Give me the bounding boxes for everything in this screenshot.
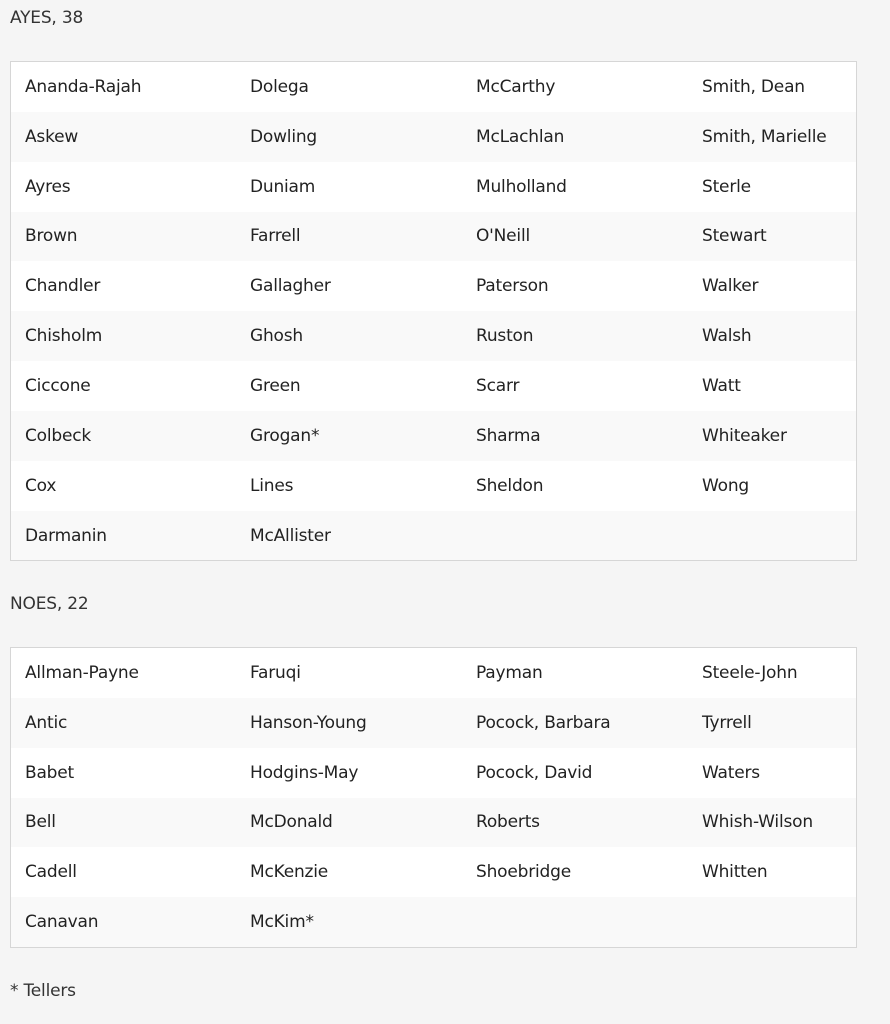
senator-name-cell: Brown [11,212,236,262]
senator-name-cell: Walker [702,276,759,297]
senator-name-cell: Colbeck [11,411,236,461]
senator-name-cell: Ananda-Rajah [25,76,142,97]
table-row [11,162,856,212]
senator-name-cell: Bell [11,798,236,848]
table-row [11,897,856,947]
senator-name-cell: Chisholm [11,311,236,361]
table-row [11,411,856,461]
senator-name-cell: Hanson-Young [236,698,462,748]
ayes-table-body [11,62,856,560]
table-row [11,698,856,748]
senator-name-cell: Grogan* [236,411,462,461]
senator-name-cell: Gallagher [250,276,331,297]
tellers-footnote: * Tellers [10,981,76,1001]
senator-name-cell: Canavan [11,897,236,947]
table-row [11,62,856,112]
senator-name-cell: Ghosh [236,311,462,361]
senator-name-cell: Paterson [476,276,549,297]
senator-name-cell: Babet [25,762,74,783]
senator-name-cell: Pocock, David [476,762,593,783]
table-row [11,212,856,262]
senator-name-cell: Ayres [25,176,71,197]
noes-table [10,647,857,948]
senator-name-cell: Steele-John [702,662,798,683]
noes-table-body [11,648,856,947]
senator-name-cell: Pocock, Barbara [462,698,688,748]
senator-name-cell: Green [250,375,301,396]
senator-name-cell: Shoebridge [476,862,571,883]
senator-name-cell: Darmanin [11,511,236,561]
senator-name-cell: Whitten [702,862,768,883]
senator-name-cell: Ciccone [25,375,91,396]
senator-name-cell: McAllister [236,511,462,561]
senator-name-cell: O'Neill [462,212,688,262]
ayes-heading: AYES, 38 [10,8,84,28]
senator-name-cell: Whiteaker [688,411,856,461]
table-row [11,648,856,698]
senator-name-cell: Dolega [250,76,309,97]
senator-name-cell: Sharma [462,411,688,461]
senator-name-cell: Payman [476,662,543,683]
table-row [11,361,856,411]
table-row [11,798,856,848]
senator-name-cell: McLachlan [462,112,688,162]
senator-name-cell: Cox [25,475,57,496]
senator-name-cell: Scarr [476,375,520,396]
senator-name-cell: Duniam [250,176,316,197]
senator-name-cell: Whish-Wilson [688,798,856,848]
senator-name-cell [688,511,856,561]
senator-name-cell: Sterle [702,176,751,197]
senator-name-cell: Hodgins-May [250,762,359,783]
senator-name-cell: Lines [250,475,294,496]
senator-name-cell: Roberts [462,798,688,848]
senator-name-cell: Watt [702,375,741,396]
senator-name-cell: Ruston [462,311,688,361]
senator-name-cell [688,897,856,947]
senator-name-cell: Allman-Payne [25,662,139,683]
table-row [11,112,856,162]
table-row [11,261,856,311]
senator-name-cell: Walsh [688,311,856,361]
table-row [11,511,856,561]
senator-name-cell: McCarthy [476,76,556,97]
table-row [11,461,856,511]
senator-name-cell: Waters [702,762,760,783]
ayes-table [10,61,857,561]
senator-name-cell: Askew [11,112,236,162]
senator-name-cell [462,897,688,947]
table-row [11,311,856,361]
senator-name-cell: McKenzie [250,862,329,883]
senator-name-cell: Tyrrell [688,698,856,748]
noes-heading: NOES, 22 [10,594,89,614]
table-row [11,748,856,798]
senator-name-cell: McDonald [236,798,462,848]
senator-name-cell: Faruqi [250,662,301,683]
senator-name-cell: Smith, Dean [702,76,805,97]
senator-name-cell: Cadell [25,862,77,883]
senator-name-cell: Chandler [25,276,101,297]
table-row [11,847,856,897]
senator-name-cell: Dowling [236,112,462,162]
senator-name-cell: McKim* [236,897,462,947]
senator-name-cell: Smith, Marielle [688,112,856,162]
senator-name-cell: Stewart [688,212,856,262]
senator-name-cell: Wong [702,475,749,496]
senator-name-cell [462,511,688,561]
senator-name-cell: Mulholland [476,176,567,197]
senator-name-cell: Farrell [236,212,462,262]
senator-name-cell: Sheldon [476,475,544,496]
senator-name-cell: Antic [11,698,236,748]
